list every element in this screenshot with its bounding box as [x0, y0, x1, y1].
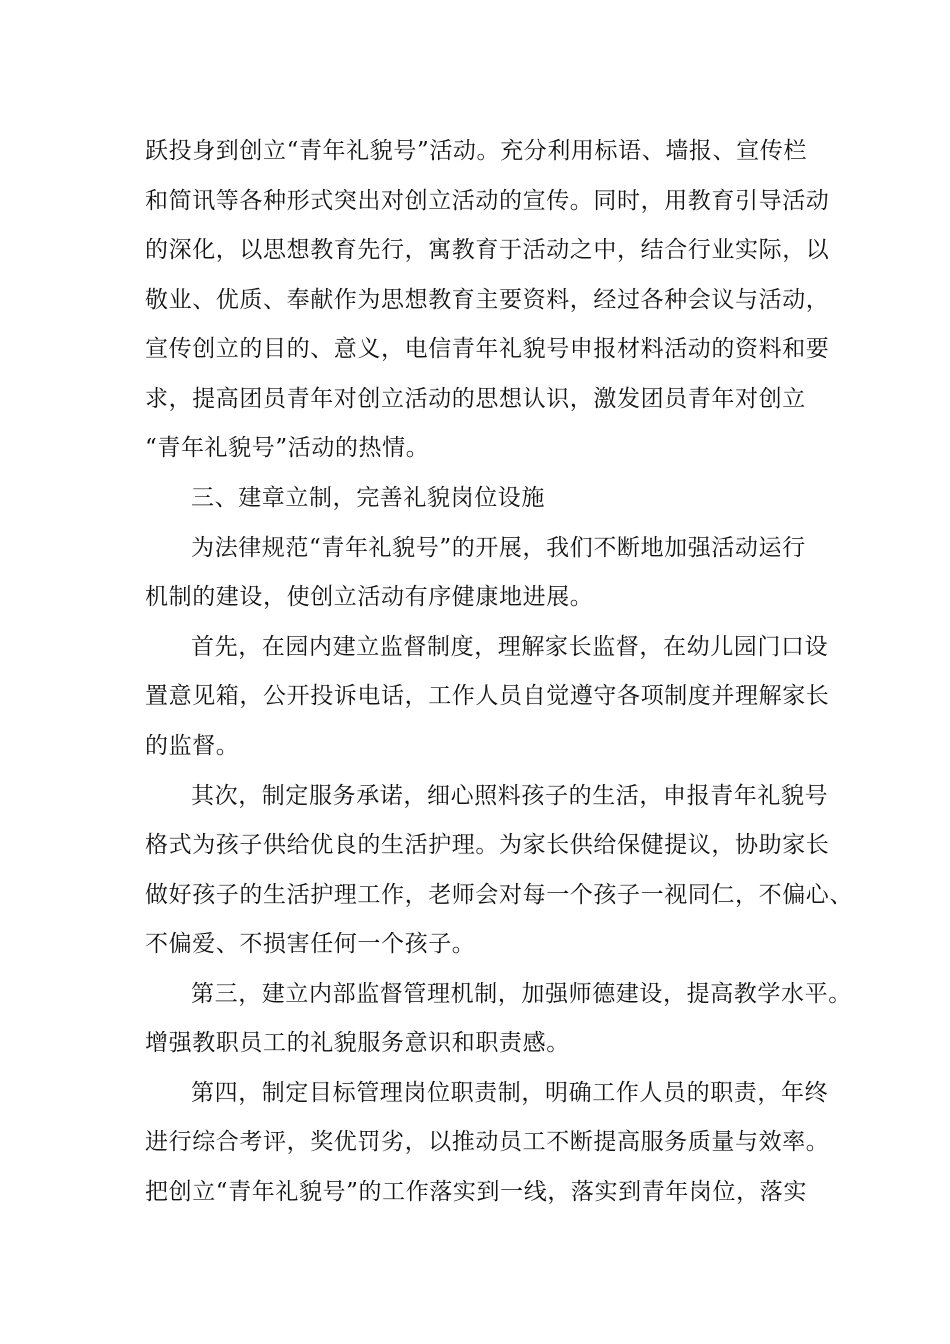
- text-line: 宣传创立的目的、意义，电信青年礼貌号申报材料活动的资料和要: [145, 336, 830, 362]
- text-line: 为法律规范“青年礼貌号”的开展，我们不断地加强活动运行: [191, 535, 806, 561]
- text-line: 第三，建立内部监督管理机制，加强师德建设，提高教学水平。: [191, 981, 852, 1007]
- text-line: 和简讯等各种形式突出对创立活动的宣传。同时，用教育引导活动: [145, 188, 830, 214]
- text-line: 跃投身到创立“青年礼貌号”活动。充分利用标语、墙报、宣传栏: [145, 138, 807, 164]
- text-line: “青年礼貌号”活动的热情。: [145, 435, 430, 461]
- text-line: 格式为孩子供给优良的生活护理。为家长供给保健提议，协助家长: [145, 832, 830, 858]
- text-line: 机制的建设，使创立活动有序健康地进展。: [145, 584, 594, 610]
- text-line: 进行综合考评，奖优罚劣，以推动员工不断提高服务质量与效率。: [145, 1129, 830, 1155]
- text-line: 把创立“青年礼貌号”的工作落实到一线，落实到青年岗位，落实: [145, 1179, 807, 1205]
- section-heading: 三、建章立制，完善礼貌岗位设施: [191, 485, 545, 511]
- text-line: 不偏爱、不损害任何一个孩子。: [145, 931, 476, 957]
- text-line: 其次，制定服务承诺，细心照料孩子的生活，申报青年礼貌号: [191, 783, 829, 809]
- text-line: 置意见箱，公开投诉电话，工作人员自觉遵守各项制度并理解家长: [145, 683, 830, 709]
- text-line: 的监督。: [145, 733, 240, 759]
- text-line: 做好孩子的生活护理工作，老师会对每一个孩子一视同仁，不偏心、: [145, 882, 853, 908]
- text-line: 首先，在园内建立监督制度，理解家长监督，在幼儿园门口设: [191, 634, 829, 660]
- text-line: 第四，制定目标管理岗位职责制，明确工作人员的职责，年终: [191, 1080, 829, 1106]
- text-line: 敬业、优质、奉献作为思想教育主要资料，经过各种会议与活动，: [145, 287, 830, 313]
- text-line: 求，提高团员青年对创立活动的思想认识，激发团员青年对创立: [145, 386, 806, 412]
- text-line: 增强教职员工的礼貌服务意识和职责感。: [145, 1030, 570, 1056]
- text-line: 的深化，以思想教育先行，寓教育于活动之中，结合行业实际，以: [145, 237, 830, 263]
